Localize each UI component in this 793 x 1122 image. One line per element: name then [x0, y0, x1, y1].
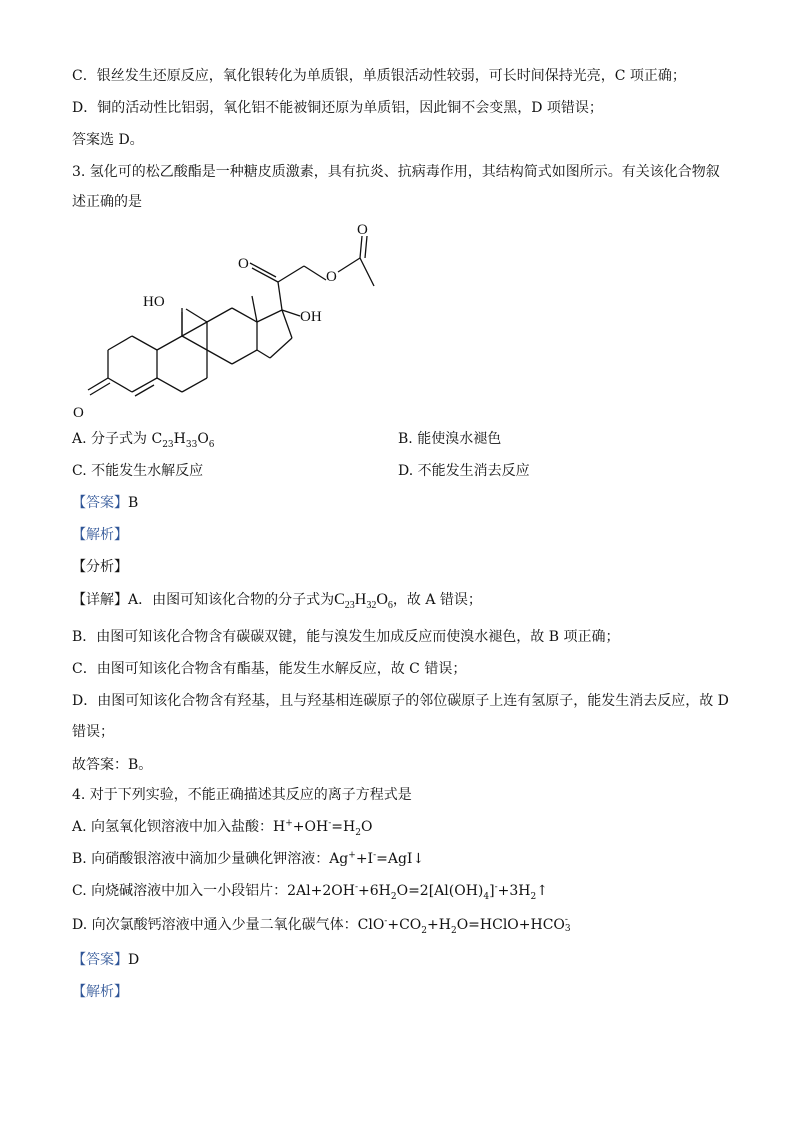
line-option-d-prev: D．铜的活动性比铝弱，氧化铝不能被铜还原为单质铝，因此铜不会变黑，D 项错误；	[72, 100, 603, 116]
q4-a-h: H	[273, 819, 286, 835]
answer-value: B	[128, 495, 139, 511]
q4-option-d	[72, 915, 571, 935]
q4-a-o: O	[360, 819, 373, 835]
q4-c-p1: 2Al+2OH	[287, 883, 355, 899]
q4-b-text: B. 向硝酸银溶液中滴加少量碘化钾溶液：	[72, 851, 330, 867]
q4-option-a	[72, 817, 372, 837]
q4-b-rest: =AgI↓	[376, 851, 425, 867]
q4-d-text: D. 向次氯酸钙溶液中通入少量二氧化碳气体：	[72, 917, 358, 933]
formula	[334, 591, 393, 612]
q3-option-a-prefix: A. 分子式为 C	[72, 431, 163, 447]
q4-d-p4-sup: -	[564, 915, 568, 925]
q3-option-a-h: H	[173, 431, 186, 447]
q4-d-p1-sup: -	[384, 916, 388, 927]
q4-d-p2: +CO	[387, 917, 422, 933]
q4-c-p6: ↑	[536, 883, 548, 899]
q4-c-p4: ]	[489, 883, 495, 899]
label-oh-17: OH	[300, 309, 322, 325]
q4-c-p3-sub: 4	[483, 891, 490, 902]
q3-analysis-tag: 【解析】	[72, 527, 128, 543]
detail-a-pre: A．由图可知该化合物的分子式为	[128, 592, 335, 608]
q3-fenxi: 【分析】	[72, 559, 128, 575]
q4-d-hco3-scripts	[565, 916, 571, 934]
label-ho-11: HO	[143, 294, 165, 310]
structure-diagram	[60, 215, 400, 425]
q4-c-p1-sup: -	[354, 882, 358, 893]
q3-option-a-sub3: 6	[208, 439, 215, 450]
detail-a-post: ，故 A 错误；	[392, 592, 482, 608]
q3-answer-line	[72, 493, 138, 513]
q4-a-sub: 2	[355, 827, 361, 838]
q4-c-p3: O=2[Al(OH)	[396, 883, 484, 899]
q3-stem-2: 述正确的是	[72, 194, 142, 210]
q3-option-d: D. 不能发生消去反应	[398, 463, 530, 479]
q3-detail-c: C．由图可知该化合物含有酯基，能发生水解反应，故 C 错误；	[72, 661, 467, 677]
formula-h: H	[354, 591, 367, 608]
q4-c-p5-sub: 2	[530, 891, 537, 902]
q3-option-a-sub1: 23	[162, 439, 174, 450]
q4-option-b	[72, 849, 424, 869]
detail-tag: 【详解】	[72, 592, 128, 608]
q3-detail-d2: 错误；	[72, 724, 114, 740]
q4-c-p2-sub: 2	[390, 891, 397, 902]
q4-c-p4-sup: -	[494, 882, 498, 893]
q4-b-i-sup: -	[373, 850, 377, 861]
q3-option-a	[72, 429, 215, 449]
q4-c-text: C. 向烧碱溶液中加入一小段铝片：	[72, 883, 288, 899]
q4-a-h-sup: +	[285, 818, 293, 829]
q4-d-p1: ClO	[357, 917, 385, 933]
q4-answer-line	[72, 950, 139, 970]
formula-c: C	[334, 591, 345, 608]
q4-d-p3: +H	[427, 917, 451, 933]
q4-option-c	[72, 881, 548, 901]
q3-option-a-o: O	[197, 431, 209, 447]
q3-conclusion: 故答案：B。	[72, 757, 153, 773]
formula-o: O	[376, 591, 388, 608]
q4-b-ag-sup: +	[348, 850, 356, 861]
q3-option-a-sub2: 33	[185, 439, 198, 450]
q4-a-oh: +OH	[292, 819, 329, 835]
label-o-ester: O	[326, 269, 337, 285]
label-o-ketone: O	[238, 256, 249, 272]
prev-answer: 答案选 D。	[72, 132, 144, 148]
q4-d-p4-sub: 3	[564, 924, 571, 934]
answer-tag: 【答案】	[72, 495, 128, 511]
formula-o-sub: 6	[387, 600, 393, 612]
label-o-ester-carbonyl: O	[357, 222, 368, 238]
q4-d-p4: O=HClO+HCO	[456, 917, 565, 933]
q4-c-p5: +3H	[497, 883, 531, 899]
q3-detail-d1: D．由图可知该化合物含有羟基，且与羟基相连碳原子的邻位碳原子上连有氢原子，能发生消去反应，故 D	[72, 693, 729, 709]
q4-d-p3-sub: 2	[450, 925, 457, 936]
formula-c-sub: 23	[344, 600, 355, 612]
label-o-enone: O	[73, 405, 84, 421]
q4-c-p2: +6H	[358, 883, 391, 899]
q3-stem-1: 3. 氢化可的松乙酸酯是一种糖皮质激素，具有抗炎、抗病毒作用，其结构简式如图所示。有关该化合物叙	[72, 164, 720, 180]
q4-stem: 4. 对于下列实验，不能正确描述其反应的离子方程式是	[72, 787, 412, 803]
q4-answer-value: D	[128, 952, 140, 968]
line-option-c-prev: C．银丝发生还原反应，氧化银转化为单质银，单质银活动性较弱，可长时间保持光亮，C 项正确；	[72, 68, 686, 84]
q3-detail-a	[72, 590, 482, 610]
q4-b-i: +I	[355, 851, 374, 867]
q3-detail-b: B．由图可知该化合物含有碳碳双键，能与溴发生加成反应而使溴水褪色，故 B 项正确；	[72, 629, 620, 645]
q4-b-ag: Ag	[329, 851, 349, 867]
q3-option-c: C. 不能发生水解反应	[72, 463, 204, 479]
q4-d-p2-sub: 2	[421, 925, 427, 936]
q4-a-text: A. 向氢氧化钡溶液中加入盐酸：	[72, 819, 274, 835]
q4-a-oh-sup: -	[328, 818, 332, 829]
q4-answer-tag: 【答案】	[72, 952, 128, 968]
q3-option-b: B. 能使溴水褪色	[398, 431, 502, 447]
q4-analysis-tag: 【解析】	[72, 984, 128, 1000]
q4-a-rest: =H	[331, 819, 356, 835]
formula-h-sub: 32	[366, 600, 377, 612]
